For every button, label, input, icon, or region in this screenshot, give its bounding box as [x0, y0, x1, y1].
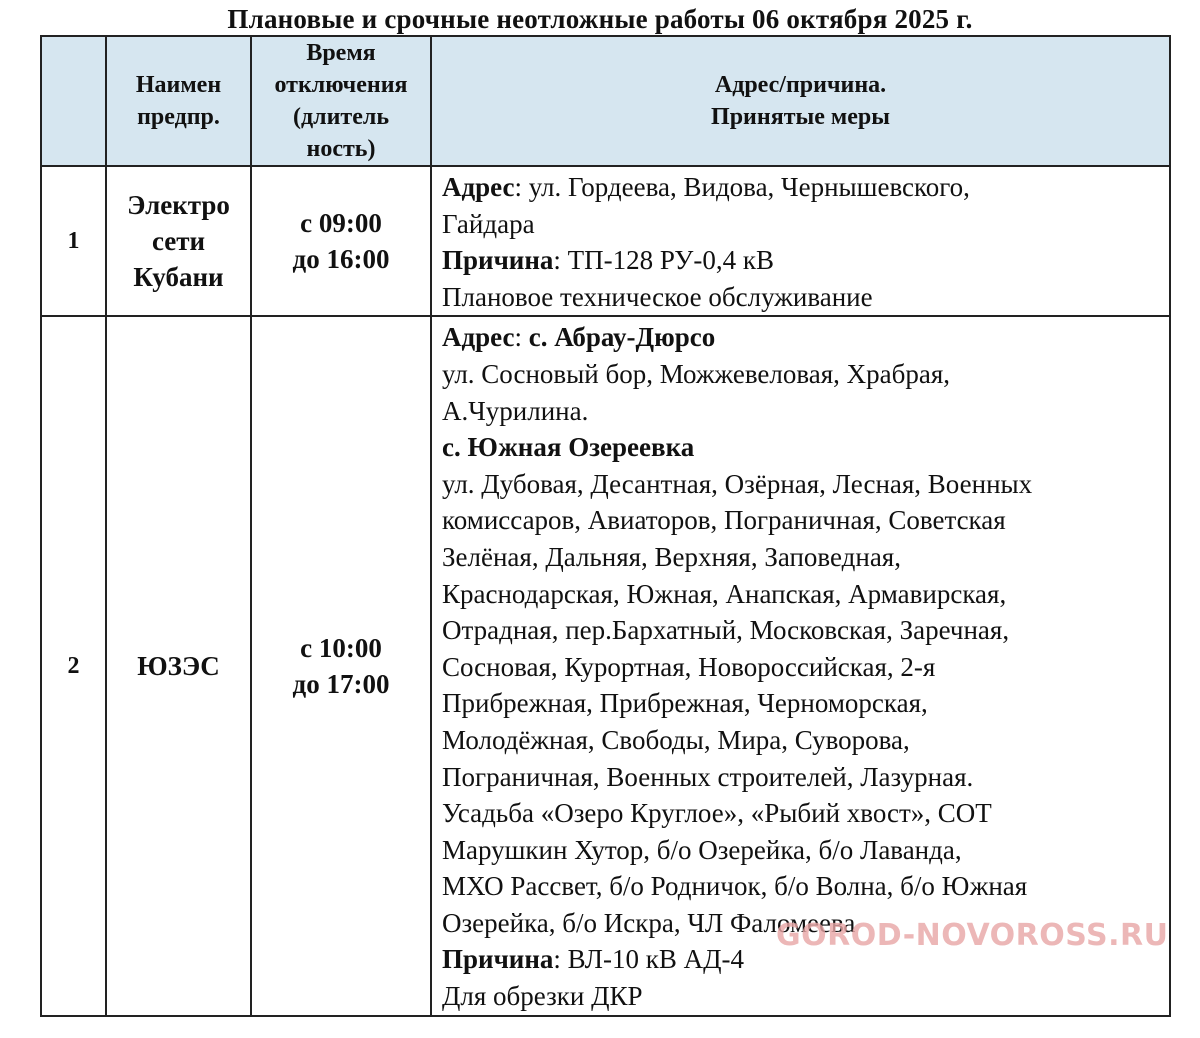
street-list-line: Зелёная, Дальняя, Верхняя, Заповедная, [442, 541, 901, 572]
outage-time [251, 316, 431, 1015]
page-title: Плановые и срочные неотложные работы 06 октября 2025 г. [227, 4, 973, 34]
organization-line: сети [151, 226, 206, 257]
reason-line [442, 242, 1169, 279]
measures-text: Плановое техническое обслуживание [442, 281, 873, 312]
organization-name [106, 166, 251, 316]
time-from: с 10:00 [300, 633, 382, 664]
table-row [41, 316, 1170, 1015]
street-list-line: Прибрежная, Прибрежная, Черноморская, [442, 688, 928, 719]
street-list-line: ул. Дубовая, Десантная, Озёрная, Лесная, Военных [442, 468, 1033, 499]
header-organization [106, 36, 251, 166]
settlement-name: с. Южная Озереевка [442, 432, 695, 463]
address-label: Адрес [442, 172, 515, 202]
organization-name [106, 316, 251, 1015]
street-list-line: Молодёжная, Свободы, Мира, Суворова, [442, 724, 910, 755]
reason-line [442, 941, 1169, 978]
header-time-line: отключения [274, 72, 408, 98]
header-time-line: (длитель [292, 104, 390, 130]
address-text: : ул. Гордеева, Видова, Чернышевского, [514, 172, 970, 202]
time-to: до 16:00 [292, 244, 390, 275]
row-number: 1 [41, 166, 106, 316]
street-list-line: ул. Сосновый бор, Можжевеловая, Храбрая, [442, 358, 951, 389]
header-time-line: ность) [306, 136, 376, 162]
header-organization-line: Наимен [135, 72, 222, 98]
street-list-line: Озерейка, б/о Искра, ЧЛ Фаломеева [442, 907, 856, 938]
address-line: Гайдара [442, 208, 535, 239]
reason-label: Причина [442, 944, 554, 975]
street-list-line: Марушкин Хутор, б/о Озерейка, б/о Лаванда, [442, 834, 962, 865]
street-list-line: Отрадная, пер.Бархатный, Московская, Заречная, [442, 615, 1010, 646]
street-list-line: А.Чурилина. [442, 395, 589, 426]
outage-schedule-table [40, 35, 1171, 1017]
address-cell [431, 166, 1170, 316]
organization-line: Электро [127, 190, 230, 221]
street-list-line: Сосновая, Курортная, Новороссийская, 2-я [442, 651, 936, 682]
outage-time [251, 166, 431, 316]
header-address-line: Адрес/причина. [714, 72, 887, 98]
street-list-line: МХО Рассвет, б/о Родничок, б/о Волна, б/о Южная [442, 871, 1028, 902]
address-label: Адрес [442, 322, 515, 353]
reason-label: Причина [442, 245, 554, 276]
organization-line: Кубани [133, 262, 224, 293]
organization-line: ЮЗЭС [137, 651, 220, 682]
street-list-line: комиссаров, Авиаторов, Пограничная, Советская [442, 505, 1006, 536]
time-from: с 09:00 [300, 208, 382, 239]
table-header-row [41, 36, 1170, 166]
table-row [41, 166, 1170, 316]
address-line [442, 169, 1169, 206]
header-address-line: Принятые меры [711, 104, 890, 130]
header-number [41, 36, 106, 166]
row-number: 2 [41, 316, 106, 1015]
address-separator: : [514, 322, 529, 353]
address-line [442, 319, 1169, 356]
street-list-line: Пограничная, Военных строителей, Лазурная. [442, 761, 974, 792]
measures-text: Для обрезки ДКР [442, 981, 643, 1012]
site-watermark: GOROD-NOVOROSS.RU [776, 918, 1169, 953]
address-cell [431, 316, 1170, 1015]
header-time-line: Время [306, 40, 376, 66]
street-list-line: Усадьба «Озеро Круглое», «Рыбий хвост», СОТ [442, 798, 992, 829]
header-organization-line: предпр. [137, 104, 220, 130]
street-list-line: Краснодарская, Южная, Анапская, Армавирская, [442, 578, 1007, 609]
reason-text: : ТП-128 РУ-0,4 кВ [553, 245, 774, 276]
header-address [431, 36, 1170, 166]
time-to: до 17:00 [292, 669, 390, 700]
reason-text: : ВЛ-10 кВ АД-4 [553, 944, 744, 975]
settlement-name: с. Абрау-Дюрсо [528, 322, 716, 353]
header-outage-time [251, 36, 431, 166]
